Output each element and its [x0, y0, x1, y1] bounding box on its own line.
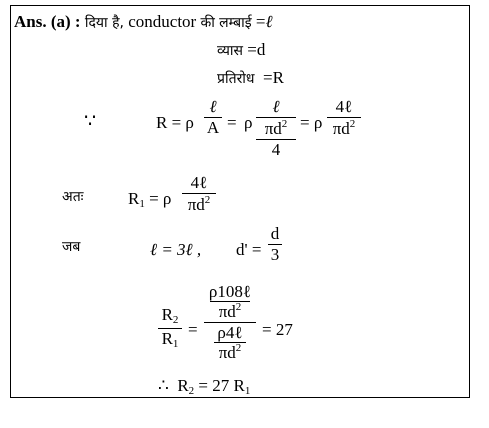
jab-label: जब — [62, 239, 81, 255]
eq1-f2-numerator: ℓ — [272, 97, 280, 116]
eq3-denominator: 3 — [270, 244, 280, 264]
eq3-numerator: d — [270, 224, 280, 243]
resistance-equals: = — [263, 68, 273, 87]
eq5-mid: = 27 R — [198, 376, 245, 395]
eq1-f3-den-sup: 2 — [349, 117, 356, 130]
eq4-lhs-num-r: R — [161, 305, 173, 324]
eq2-lhs-r: R — [128, 189, 140, 208]
eq1-f3-bar — [327, 117, 361, 118]
eq2-lhs-sub: 1 — [139, 198, 145, 210]
answer-label: Ans. (a) : — [14, 12, 81, 31]
eq4-lhs-num-sub: 2 — [172, 314, 179, 326]
eq2-den-text: πd — [187, 194, 205, 214]
eq1-f1-denominator: A — [206, 117, 220, 137]
eq2-fraction — [182, 174, 216, 214]
ataha-label: अतः — [62, 189, 84, 205]
answer-line-1 — [14, 13, 273, 30]
eq4-bottom-numerator: ρ4ℓ — [217, 322, 243, 342]
eq4-top-den-text: πd — [218, 301, 236, 321]
eq4-top-numerator: ρ108ℓ — [208, 282, 252, 301]
resistance-label: प्रतिरोध — [217, 71, 255, 87]
eq1-f2-denominator — [256, 119, 296, 138]
conductor-word: conductor — [128, 12, 197, 31]
eq2-lhs — [128, 190, 171, 210]
resistance-value: R — [272, 68, 284, 87]
eq1-f1-numerator: ℓ — [209, 97, 217, 116]
diameter-value: d — [256, 40, 266, 59]
eq5-rhs-sub: 1 — [244, 385, 251, 397]
length-word: लम्बाई — [219, 15, 252, 31]
eq4-result: = 27 — [262, 320, 293, 339]
eq4-lhs-denominator — [158, 330, 182, 351]
ki-word: की — [200, 15, 215, 31]
eq4-top-denominator — [204, 302, 256, 321]
length-equals: = — [255, 12, 266, 31]
eq4-lhs-fraction — [158, 306, 182, 350]
diameter-equals: = — [247, 40, 257, 59]
eq2-numerator: 4ℓ — [190, 173, 208, 192]
eq1-f2-den-sup: 2 — [281, 117, 288, 130]
eq2-denominator — [182, 195, 216, 214]
eq3-dprime: d' = — [236, 240, 262, 259]
length-symbol: ℓ — [265, 12, 273, 31]
eq1-equals-rho-b: = ρ — [300, 113, 323, 132]
eq1-f2-den-bottom: 4 — [271, 139, 281, 159]
eq4-main-fraction — [204, 283, 256, 361]
eq4-equals: = — [188, 320, 198, 339]
because-symbol: ∵ — [84, 111, 97, 132]
eq4-lhs-numerator — [158, 306, 182, 327]
eq4-lhs-den-sub: 1 — [172, 337, 179, 350]
eq1-fraction-3 — [327, 98, 361, 138]
diameter-label: व्यास — [217, 43, 243, 59]
eq4-bottom-den-text: πd — [218, 342, 236, 362]
eq1-fraction-1 — [204, 98, 222, 137]
eq1-f2-bar — [256, 117, 296, 118]
eq4-lhs-den-r: R — [161, 328, 173, 348]
eq1-equals-a: = — [227, 113, 237, 132]
eq4-bottom-den-sup: 2 — [235, 341, 242, 354]
resistance-line — [217, 69, 284, 86]
eq5-lhs: R — [177, 376, 189, 395]
eq1-f3-numerator: 4ℓ — [335, 97, 353, 116]
eq3-fraction — [268, 225, 282, 264]
given-word: दिया है, — [84, 15, 124, 31]
eq1-rho-a: ρ — [244, 113, 253, 132]
diameter-line — [217, 41, 265, 58]
therefore-symbol: ∴ — [158, 376, 169, 395]
eq1-f3-denominator — [327, 119, 361, 138]
eq2-equals-rho: = ρ — [149, 189, 172, 208]
eq4-bottom-denominator — [204, 343, 256, 362]
eq2-den-sup: 2 — [204, 193, 211, 206]
eq5-line — [158, 377, 250, 397]
eq1-lhs: R = ρ — [156, 113, 194, 132]
eq2-bar — [182, 193, 216, 194]
eq1-fraction-2 — [256, 98, 296, 159]
eq3-condition: ℓ = 3ℓ , — [150, 240, 202, 259]
eq1-f3-den-text: πd — [332, 118, 350, 138]
eq5-lhs-sub: 2 — [188, 385, 195, 397]
eq4-top-den-sup: 2 — [235, 300, 242, 313]
eq1-f2-den-top: πd — [264, 118, 282, 138]
